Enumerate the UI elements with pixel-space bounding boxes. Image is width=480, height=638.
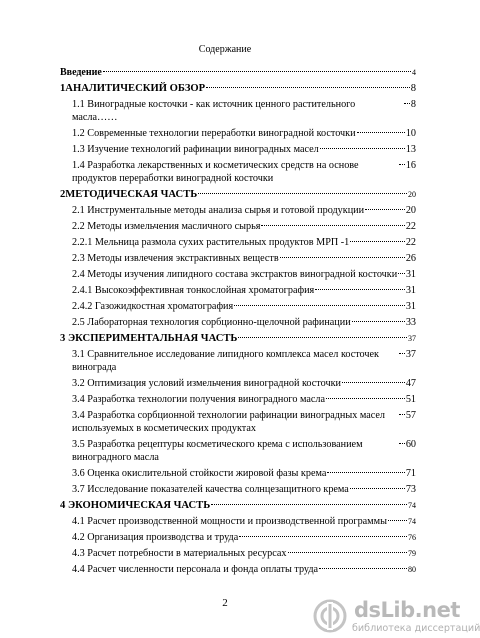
toc-entry-title: 2.3 Методы извлечения экстрактивных веществ	[72, 253, 279, 264]
toc-entry-title: 2.2.1 Мельница размола сухих растительных продуктов МРП -1	[72, 237, 350, 248]
toc-entry-page: 79	[408, 549, 416, 558]
toc-entry-title: 1.1 Виноградные косточки - как источник ценного растительного масла……	[72, 99, 356, 123]
toc-entry[interactable]	[60, 252, 416, 265]
toc-entry-title: 1.4 Разработка лекарственных и косметических средств на основе продуктов переработки виноградной косточки	[72, 160, 359, 184]
toc-entry-page: 57	[405, 410, 416, 421]
watermark-name: dsLib.net	[354, 598, 460, 622]
toc-entry-page: 31	[405, 269, 416, 280]
toc-entry-title: 3.1 Сравнительное исследование липидного комплекса масел косточек винограда	[72, 349, 379, 373]
toc-entry[interactable]	[60, 143, 416, 156]
table-of-contents	[60, 66, 416, 579]
toc-entry[interactable]	[60, 284, 416, 297]
toc-entry-title: 2.2 Методы измельчения масличного сырья	[72, 221, 261, 232]
toc-entry[interactable]	[60, 220, 416, 233]
toc-entry[interactable]	[60, 547, 416, 560]
toc-entry-page: 8	[410, 99, 416, 110]
toc-entry-page: 73	[405, 484, 416, 495]
toc-entry-page: 37	[405, 349, 416, 360]
toc-entry[interactable]	[60, 268, 416, 281]
toc-entry[interactable]	[60, 531, 416, 544]
toc-entry-title: 3.6 Оценка окислительной стойкости жировой фазы крема	[72, 468, 327, 479]
toc-entry-page: 20	[408, 190, 416, 199]
toc-entry-title: 2МЕТОДИЧЕСКАЯ ЧАСТЬ	[60, 189, 198, 200]
toc-entry-page: 8	[410, 83, 416, 94]
page-title: Содержание	[198, 44, 252, 55]
toc-entry-title: 4.4 Расчет численности персонала и фонда оплаты труда	[72, 564, 319, 575]
toc-entry-title: 1.3 Изучение технологий рафинации виноградных масел	[72, 144, 319, 155]
toc-entry-title: 3.4 Разработка технологии получения виноградного масла	[72, 394, 326, 405]
toc-entry-page: 76	[408, 533, 416, 542]
toc-entry-page: 20	[405, 205, 416, 216]
toc-entry-page: 51	[405, 394, 416, 405]
toc-entry[interactable]	[60, 467, 416, 480]
toc-entry-title: 4.3 Расчет потребности в материальных ресурсах	[72, 548, 287, 559]
toc-entry[interactable]	[60, 127, 416, 140]
toc-entry[interactable]	[60, 515, 416, 528]
toc-entry-title: Введение	[60, 67, 102, 78]
toc-entry-page: 22	[405, 237, 416, 248]
toc-entry-title: 1.2 Современные технологии переработки виноградной косточки	[72, 128, 356, 139]
toc-entry-title: 3.4 Разработка сорбционной технологии рафинации виноградных масел используемых в косметических продуктах	[72, 410, 386, 434]
toc-entry-title: 4.2 Организация производства и труда	[72, 532, 239, 543]
toc-entry-title: 3 ЭКСПЕРИМЕНТАЛЬНАЯ ЧАСТЬ	[60, 333, 238, 344]
toc-entry[interactable]	[60, 159, 416, 185]
toc-entry-title: 2.4.2 Газожидкостная хроматография	[72, 301, 234, 312]
toc-entry-page: 80	[408, 565, 416, 574]
toc-entry[interactable]	[60, 483, 416, 496]
toc-entry[interactable]	[60, 393, 416, 406]
toc-entry[interactable]	[60, 377, 416, 390]
toc-entry-page: 37	[408, 334, 416, 343]
toc-entry-title: 4 ЭКОНОМИЧЕСКАЯ ЧАСТЬ	[60, 500, 211, 511]
toc-entry-title: 2.4 Методы изучения липидного состава экстрактов виноградной косточки	[72, 269, 398, 280]
toc-entry-page: 26	[405, 253, 416, 264]
dslib-logo-icon	[312, 598, 348, 634]
toc-entry[interactable]	[60, 236, 416, 249]
toc-entry-title: 3.5 Разработка рецептуры косметического крема с использованием виноградного масла	[72, 439, 363, 463]
toc-entry[interactable]	[60, 499, 416, 512]
toc-entry[interactable]	[60, 438, 416, 464]
toc-entry-page: 74	[408, 517, 416, 526]
toc-entry-title: 4.1 Расчет производственной мощности и производственной программы	[72, 516, 387, 527]
toc-entry[interactable]	[60, 300, 416, 313]
toc-entry-title: 2.4.1 Высокоэффективная тонкослойная хроматография	[72, 285, 315, 296]
toc-entry-page: 13	[405, 144, 416, 155]
watermark	[312, 598, 480, 638]
toc-entry[interactable]	[60, 188, 416, 201]
toc-entry[interactable]	[60, 204, 416, 217]
watermark-subtitle: библиотека диссертаций	[352, 623, 480, 634]
toc-entry-page: 60	[405, 439, 416, 450]
toc-entry-page: 74	[408, 501, 416, 510]
toc-entry-page: 31	[405, 301, 416, 312]
toc-entry-page: 47	[405, 378, 416, 389]
toc-entry[interactable]	[60, 332, 416, 345]
toc-entry[interactable]	[60, 316, 416, 329]
toc-entry-page: 33	[405, 317, 416, 328]
toc-entry-title: 3.7 Исследование показателей качества солнцезащитного крема	[72, 484, 349, 495]
toc-entry-page: 31	[405, 285, 416, 296]
toc-entry[interactable]	[60, 66, 416, 79]
toc-entry-page: 16	[405, 160, 416, 171]
toc-entry-title: 1АНАЛИТИЧЕСКИЙ ОБЗОР	[60, 83, 206, 94]
toc-entry[interactable]	[60, 563, 416, 576]
toc-entry-page: 10	[405, 128, 416, 139]
toc-entry-title: 3.2 Оптимизация условий измельчения виноградной косточки	[72, 378, 341, 389]
toc-entry[interactable]	[60, 82, 416, 95]
toc-entry-page: 22	[405, 221, 416, 232]
toc-entry[interactable]	[60, 348, 416, 374]
toc-entry-title: 2.5 Лабораторная технология сорбционно-щелочной рафинации	[72, 317, 351, 328]
toc-entry-title: 2.1 Инструментальные методы анализа сырья и готовой продукции	[72, 205, 365, 216]
toc-entry[interactable]	[60, 98, 416, 124]
toc-entry[interactable]	[60, 409, 416, 435]
toc-entry-page: 4	[412, 68, 416, 77]
page-number: 2	[222, 597, 228, 609]
toc-entry-page: 71	[405, 468, 416, 479]
